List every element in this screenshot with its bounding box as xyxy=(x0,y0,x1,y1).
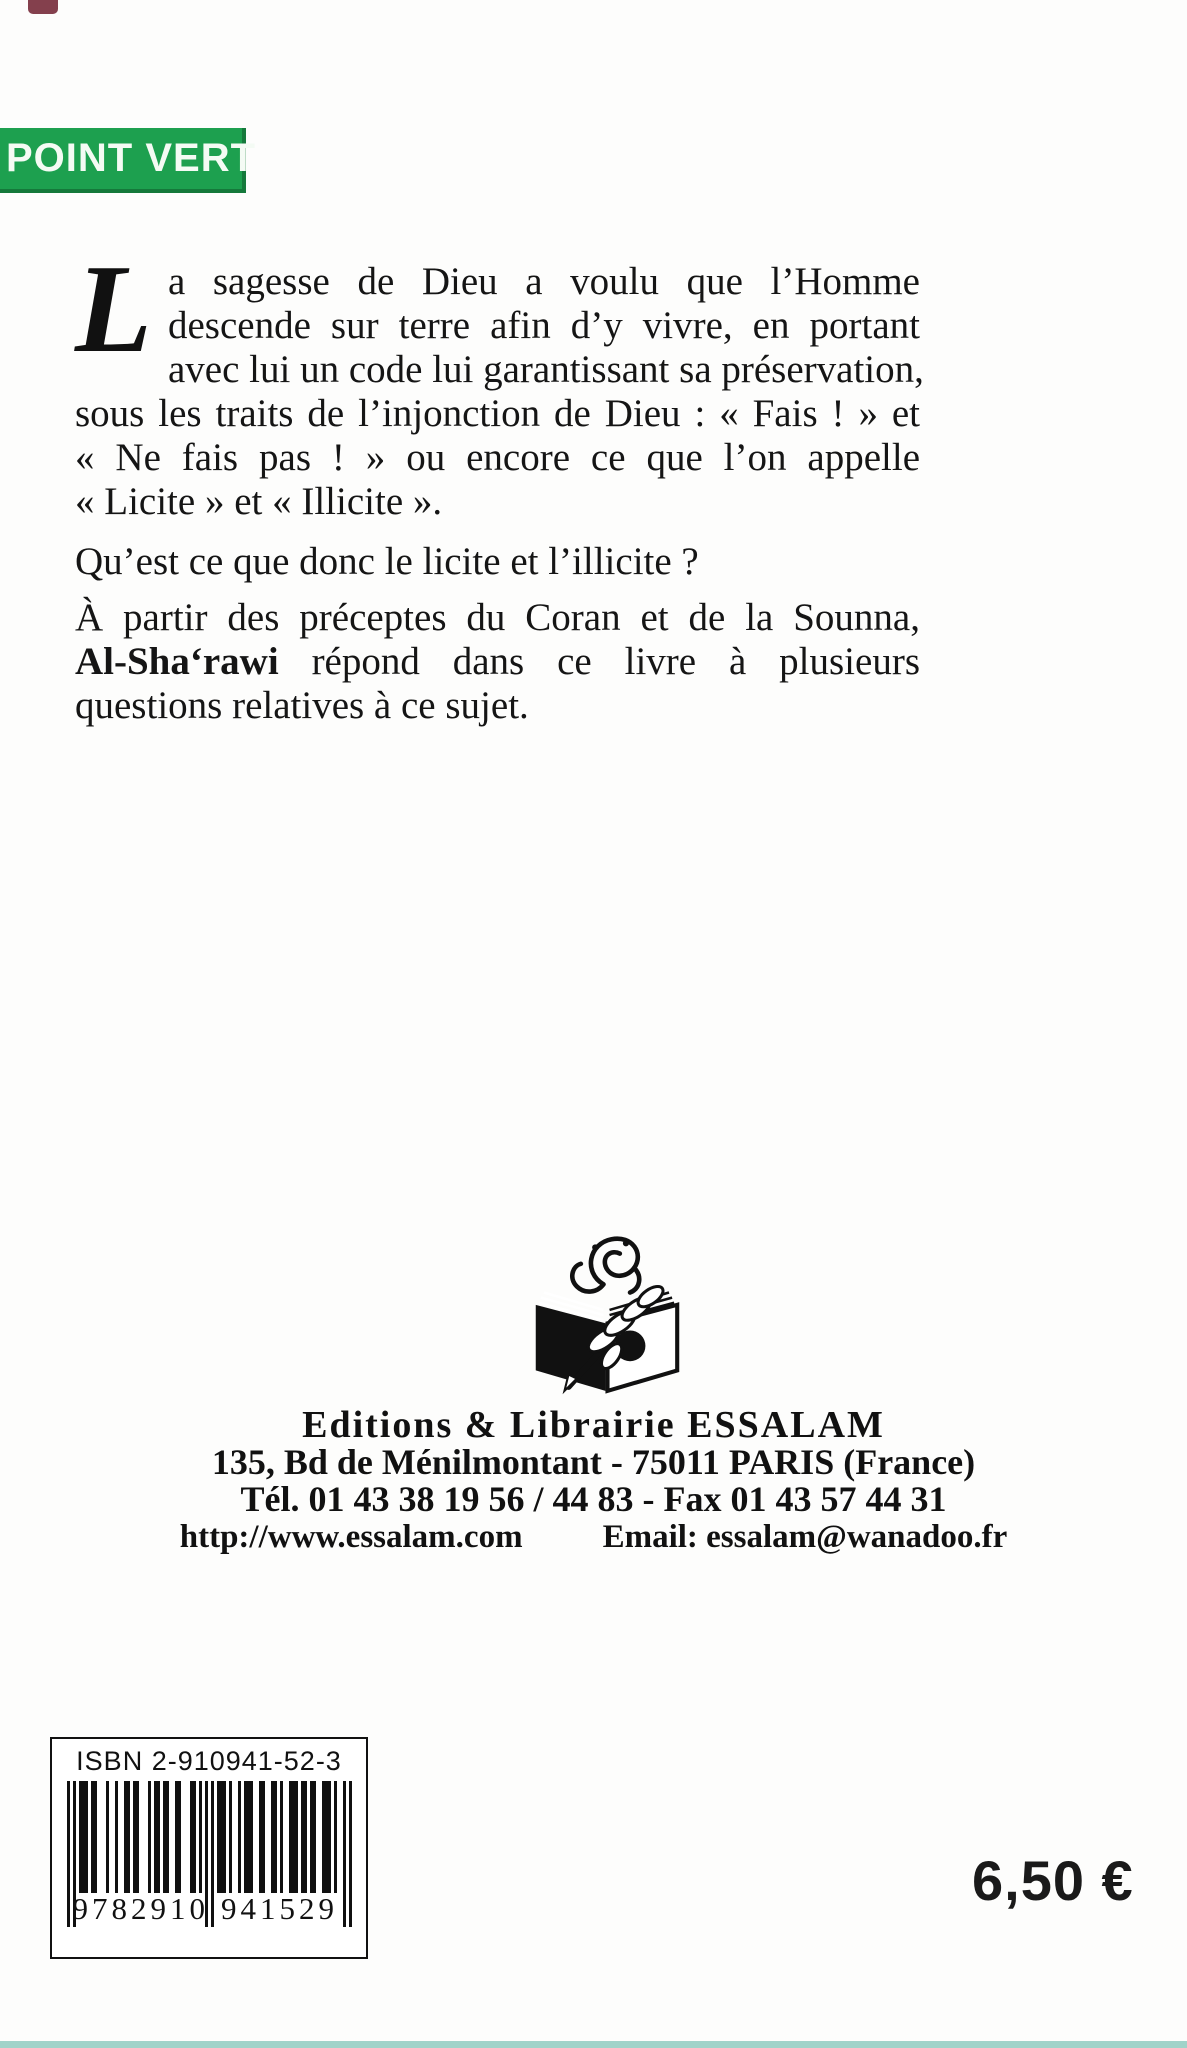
blurb-line: avec lui un code lui garantissant sa préservation, xyxy=(167,348,924,391)
barcode-digits-right: 941529 xyxy=(221,1891,338,1926)
blurb-line: descende sur terre afin d’y vivre, en portant xyxy=(167,304,920,347)
publisher-block xyxy=(0,1406,1187,1556)
isbn-text: ISBN 2-910941-52-3 xyxy=(76,1746,342,1776)
barcode xyxy=(67,1781,352,1951)
scan-artifact-bottom xyxy=(0,2041,1187,2048)
blurb-line-rest: répond dans ce livre à plusieurs xyxy=(311,640,920,683)
price-label: 6,50 € xyxy=(972,1849,1134,1912)
question-line: Qu’est ce que donc le licite et l’illicite ? xyxy=(75,540,699,583)
barcode-panel xyxy=(50,1737,368,1959)
author-paragraph xyxy=(75,596,920,728)
author-name: Al-Sha‘rawi xyxy=(75,640,279,683)
point-vert-label: POINT VERT xyxy=(6,136,257,180)
blurb-line: a sagesse de Dieu a voulu que l’Homme xyxy=(167,260,920,303)
publisher-name: Editions & Librairie ESSALAM xyxy=(302,1404,885,1446)
blurb-line: « Ne fais pas ! » ou encore ce que l’on appelle xyxy=(75,436,920,479)
publisher-contacts xyxy=(0,1518,1187,1556)
publisher-address: 135, Bd de Ménilmontant - 75011 PARIS (France) xyxy=(211,1442,976,1482)
blurb-line: « Licite » et « Illicite ». xyxy=(75,480,443,523)
barcode-digits xyxy=(67,1891,352,1931)
blurb-line xyxy=(75,640,920,684)
barcode-digits-left: 9782910 xyxy=(72,1891,209,1926)
blurb-line: questions relatives à ce sujet. xyxy=(75,684,529,727)
publisher-email: Email: essalam@wanadoo.fr xyxy=(602,1519,1008,1555)
blurb-line: À partir des préceptes du Coran et de la Sounna, xyxy=(75,596,920,639)
publisher-phone: Tél. 01 43 38 19 56 / 44 83 - Fax 01 43 57 44 31 xyxy=(240,1479,947,1519)
blurb-line: sous les traits de l’injonction de Dieu : « Fais ! » et xyxy=(75,392,920,435)
publisher-logo-icon xyxy=(505,1222,710,1402)
publisher-website: http://www.essalam.com xyxy=(179,1519,523,1555)
point-vert-badge xyxy=(0,128,257,193)
dropcap-letter: L xyxy=(75,240,152,379)
scan-artifact-top xyxy=(28,0,58,14)
back-cover-blurb xyxy=(75,240,924,728)
